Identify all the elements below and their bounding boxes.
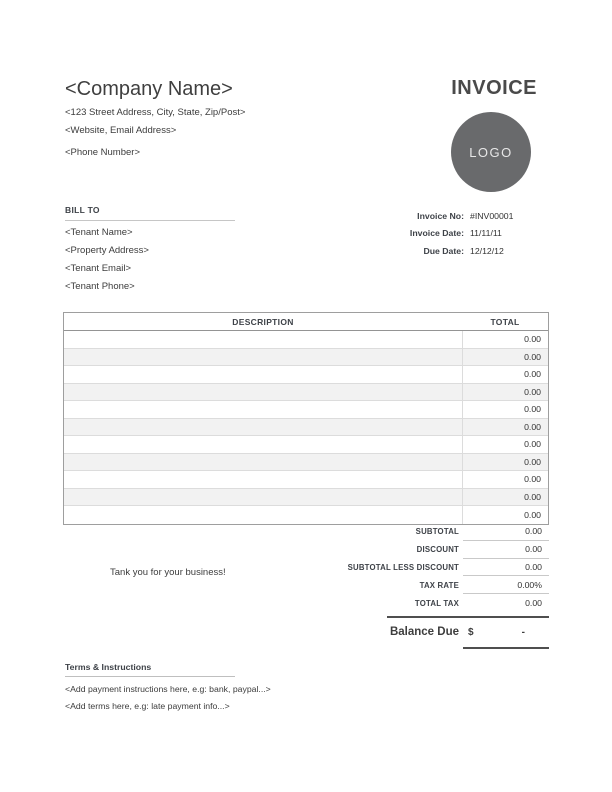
company-website-email: <Website, Email Address> <box>65 125 177 136</box>
summary-row <box>63 541 549 559</box>
bill-to-section <box>65 205 235 296</box>
description-cell <box>64 401 462 418</box>
summary-row <box>63 576 549 594</box>
total-cell: 0.00 <box>462 349 548 366</box>
total-cell: 0.00 <box>462 384 548 401</box>
terms-heading: Terms & Instructions <box>65 662 235 677</box>
table-row <box>64 366 548 384</box>
totals-section <box>63 523 549 649</box>
invoice-meta-label: Due Date: <box>423 245 464 256</box>
summary-row <box>63 594 549 612</box>
description-cell <box>64 366 462 383</box>
balance-due-bottom-rule <box>463 647 549 649</box>
summary-value: 0.00 <box>463 523 549 541</box>
invoice-meta-row <box>410 225 548 243</box>
invoice-meta-value: #INV00001 <box>470 210 514 221</box>
bill-to-heading: BILL TO <box>65 205 235 221</box>
table-body <box>64 331 548 524</box>
total-cell: 0.00 <box>462 436 548 453</box>
summary-label: TOTAL TAX <box>414 598 459 608</box>
company-address: <123 Street Address, City, State, Zip/Post> <box>65 107 246 118</box>
summary-label: SUBTOTAL LESS DISCOUNT <box>347 562 459 572</box>
terms-line: <Add payment instructions here, e.g: bank, paypal...> <box>65 684 271 694</box>
invoice-meta-label: Invoice Date: <box>409 228 464 239</box>
invoice-meta-value: 11/11/11 <box>470 228 502 239</box>
invoice-title: INVOICE <box>451 77 537 99</box>
currency-symbol: $ <box>468 626 474 638</box>
total-cell: 0.00 <box>462 366 548 383</box>
table-row <box>64 384 548 402</box>
total-cell: 0.00 <box>462 506 548 524</box>
total-cell: 0.00 <box>462 419 548 436</box>
company-name: <Company Name> <box>65 78 233 100</box>
description-cell <box>64 331 462 348</box>
summary-label: DISCOUNT <box>416 545 459 555</box>
logo-placeholder-text: LOGO <box>469 144 513 160</box>
bill-to-line: <Tenant Name> <box>65 227 133 238</box>
description-cell <box>64 436 462 453</box>
terms-section <box>65 662 385 714</box>
total-cell: 0.00 <box>462 331 548 348</box>
table-row <box>64 331 548 349</box>
balance-due-value: - <box>521 626 525 638</box>
company-phone: <Phone Number> <box>65 147 140 158</box>
invoice-meta-value: 12/12/12 <box>470 245 504 256</box>
total-column-header: TOTAL <box>490 316 520 327</box>
table-row <box>64 401 548 419</box>
line-items-table <box>63 312 549 525</box>
total-cell: 0.00 <box>462 401 548 418</box>
terms-line: <Add terms here, e.g: late payment info...> <box>65 700 230 711</box>
invoice-meta-row <box>410 207 548 225</box>
table-row <box>64 506 548 524</box>
summary-value: 0.00 <box>463 559 549 577</box>
summary-label: SUBTOTAL <box>415 527 459 537</box>
table-header-row <box>64 313 548 331</box>
description-cell <box>64 384 462 401</box>
table-row <box>64 349 548 367</box>
company-header <box>65 78 245 160</box>
total-cell: 0.00 <box>462 454 548 471</box>
description-cell <box>64 419 462 436</box>
balance-due-label: Balance Due <box>389 626 459 639</box>
invoice-meta <box>410 207 548 260</box>
thank-you-note: Tank you for your business! <box>110 567 226 578</box>
description-cell <box>64 506 462 524</box>
table-row <box>64 454 548 472</box>
bill-to-line: <Tenant Email> <box>65 263 132 274</box>
table-row <box>64 419 548 437</box>
invoice-meta-row <box>410 242 548 260</box>
invoice-meta-label: Invoice No: <box>417 210 464 221</box>
summary-label: TAX RATE <box>419 580 459 590</box>
description-cell <box>64 454 462 471</box>
invoice-header-right <box>445 78 537 192</box>
table-row <box>64 436 548 454</box>
total-cell: 0.00 <box>462 471 548 488</box>
description-cell <box>64 471 462 488</box>
table-row <box>64 489 548 507</box>
description-cell <box>64 489 462 506</box>
summary-row <box>63 523 549 541</box>
summary-value: 0.00% <box>463 576 549 594</box>
description-cell <box>64 349 462 366</box>
bill-to-line: <Tenant Phone> <box>65 281 135 292</box>
total-cell: 0.00 <box>462 489 548 506</box>
summary-value: 0.00 <box>463 541 549 559</box>
bill-to-line: <Property Address> <box>65 245 149 256</box>
balance-due-row <box>63 618 549 647</box>
company-logo <box>451 112 531 192</box>
table-row <box>64 471 548 489</box>
summary-value: 0.00 <box>525 598 542 609</box>
description-column-header: DESCRIPTION <box>232 316 294 327</box>
